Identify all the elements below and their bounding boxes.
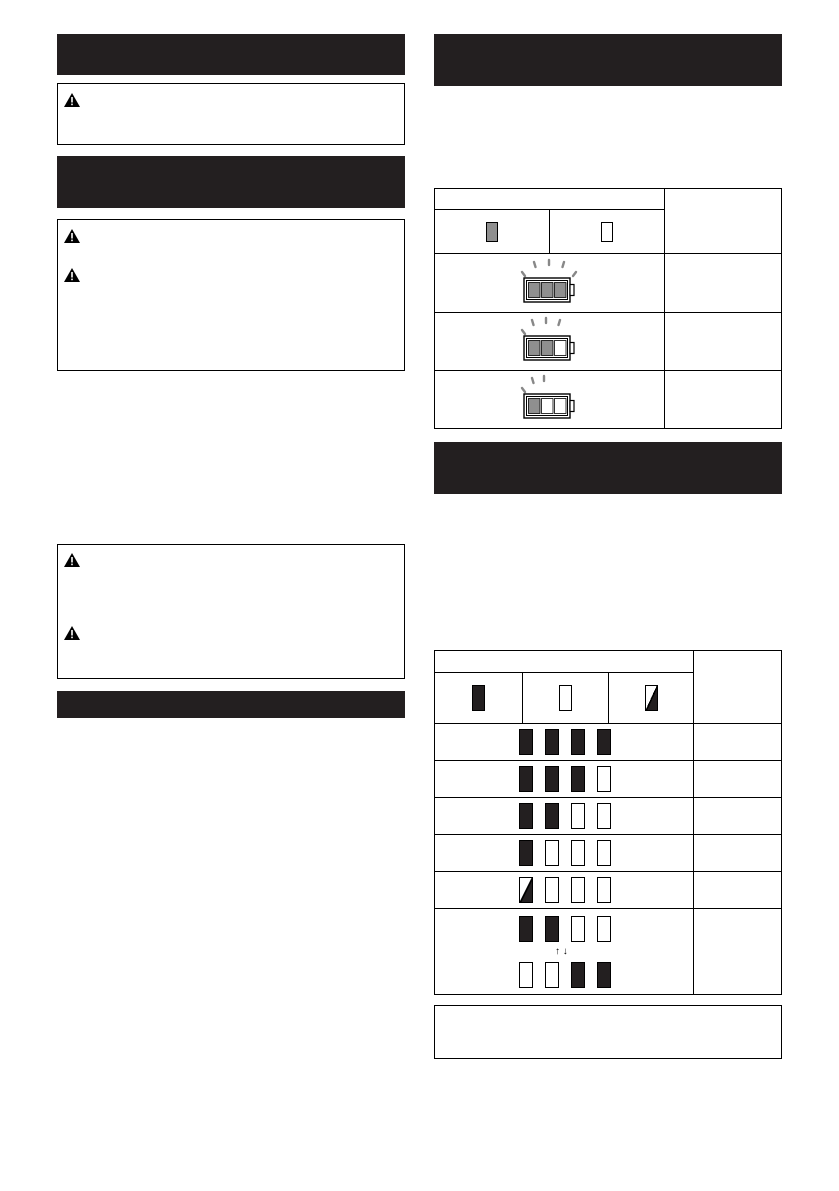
lamp-group (435, 962, 693, 988)
indicator-lamps-cell (435, 724, 694, 761)
battery-row-2 (435, 313, 665, 371)
warning-triangle-icon (64, 553, 80, 567)
lamp-off-icon (571, 916, 585, 942)
lamp-on-icon (571, 729, 585, 755)
indicator-status-cell (694, 761, 782, 798)
lamp-on-icon (519, 916, 533, 942)
lamp-on-icon (571, 766, 585, 792)
lamp-group (435, 877, 693, 903)
intro-text (434, 96, 782, 180)
lamp-group (435, 916, 693, 942)
lamp-group (435, 766, 693, 792)
lamp-off-icon (597, 877, 611, 903)
section-heading-3 (57, 691, 405, 718)
indicator-header-cell (435, 651, 694, 673)
legend-off-cell (522, 673, 608, 724)
legend-blinking-cell (608, 673, 694, 724)
legend-off-cell (549, 210, 665, 254)
lamp-off-icon (597, 840, 611, 866)
body-text (57, 385, 405, 535)
lamp-blinking-icon (645, 685, 658, 711)
warning-triangle-icon (64, 626, 80, 640)
battery-row-3-label (665, 254, 782, 313)
lamp-on-icon (472, 685, 485, 711)
lamp-off-icon (571, 877, 585, 903)
indicator-status-cell (694, 909, 782, 995)
indicator-row (435, 835, 782, 872)
indicator-row (435, 724, 782, 761)
lamp-off-icon (519, 962, 533, 988)
indicator-row (435, 761, 782, 798)
lamp-group (435, 729, 693, 755)
lamp-off-icon (545, 840, 559, 866)
battery-row-2-label (665, 313, 782, 371)
indicator-row (435, 872, 782, 909)
lamp-on-icon (519, 729, 533, 755)
lamp-on-icon (519, 803, 533, 829)
indicator-lamp-table (434, 650, 782, 995)
battery-row-1-label (665, 371, 782, 429)
indicator-status-cell (694, 798, 782, 835)
battery-three-bars-icon (520, 258, 580, 304)
lamp-on-icon (545, 729, 559, 755)
lamp-off-icon (545, 962, 559, 988)
lamp-off-icon (571, 840, 585, 866)
lamp-on-icon (597, 962, 611, 988)
indicator-row (435, 909, 782, 995)
lamp-off-icon (597, 803, 611, 829)
lamp-on-icon (519, 766, 533, 792)
indicator-lamps-cell (435, 761, 694, 798)
capacity-header-cell (665, 189, 782, 254)
lamp-off-icon (571, 803, 585, 829)
lamp-on-icon (545, 916, 559, 942)
section-heading-right-2 (434, 442, 782, 494)
warning-box-3 (57, 544, 405, 679)
warning-box-1 (57, 83, 405, 145)
indicator-status-cell (694, 872, 782, 909)
warning-triangle-icon (64, 268, 80, 282)
lamp-off-icon (559, 685, 572, 711)
battery-one-bar-icon (520, 374, 580, 420)
lamp-group (435, 803, 693, 829)
indicator-status-cell (694, 835, 782, 872)
lamp-on-icon (519, 840, 533, 866)
note-box (434, 1005, 782, 1059)
lamp-off-icon (597, 916, 611, 942)
battery-two-bars-icon (520, 316, 580, 362)
section-heading-1 (57, 34, 405, 75)
warning-box-2 (57, 219, 405, 371)
indicator-status-cell (694, 724, 782, 761)
lamp-off-icon (597, 766, 611, 792)
lamp-on-icon (545, 803, 559, 829)
battery-row-1 (435, 371, 665, 429)
warning-triangle-icon (64, 93, 80, 107)
indicator-row (435, 798, 782, 835)
lamp-on-icon (545, 766, 559, 792)
section-heading-2 (57, 156, 405, 208)
warning-triangle-icon (64, 229, 80, 243)
lamp-group (435, 840, 693, 866)
legend-lit-cell (435, 210, 550, 254)
lamps-header-cell (435, 189, 665, 210)
section-heading-right-1 (434, 34, 782, 86)
battery-capacity-table (434, 188, 782, 429)
indicator-lamps-cell (435, 835, 694, 872)
lamp-off-icon (601, 222, 613, 242)
lamp-on-icon (597, 729, 611, 755)
intro-text-2 (434, 504, 782, 644)
legend-on-cell (435, 673, 523, 724)
alternating-arrows-icon: ↑ ↓ (555, 945, 568, 957)
indicator-lamps-cell (435, 909, 694, 995)
indicator-lamps-cell (435, 798, 694, 835)
indicator-lamps-cell (435, 872, 694, 909)
lamp-lit-icon (486, 222, 498, 242)
lamp-on-icon (571, 962, 585, 988)
status-header-cell (694, 651, 782, 724)
lamp-blinking-icon (519, 877, 533, 903)
battery-row-3 (435, 254, 665, 313)
lamp-off-icon (545, 877, 559, 903)
